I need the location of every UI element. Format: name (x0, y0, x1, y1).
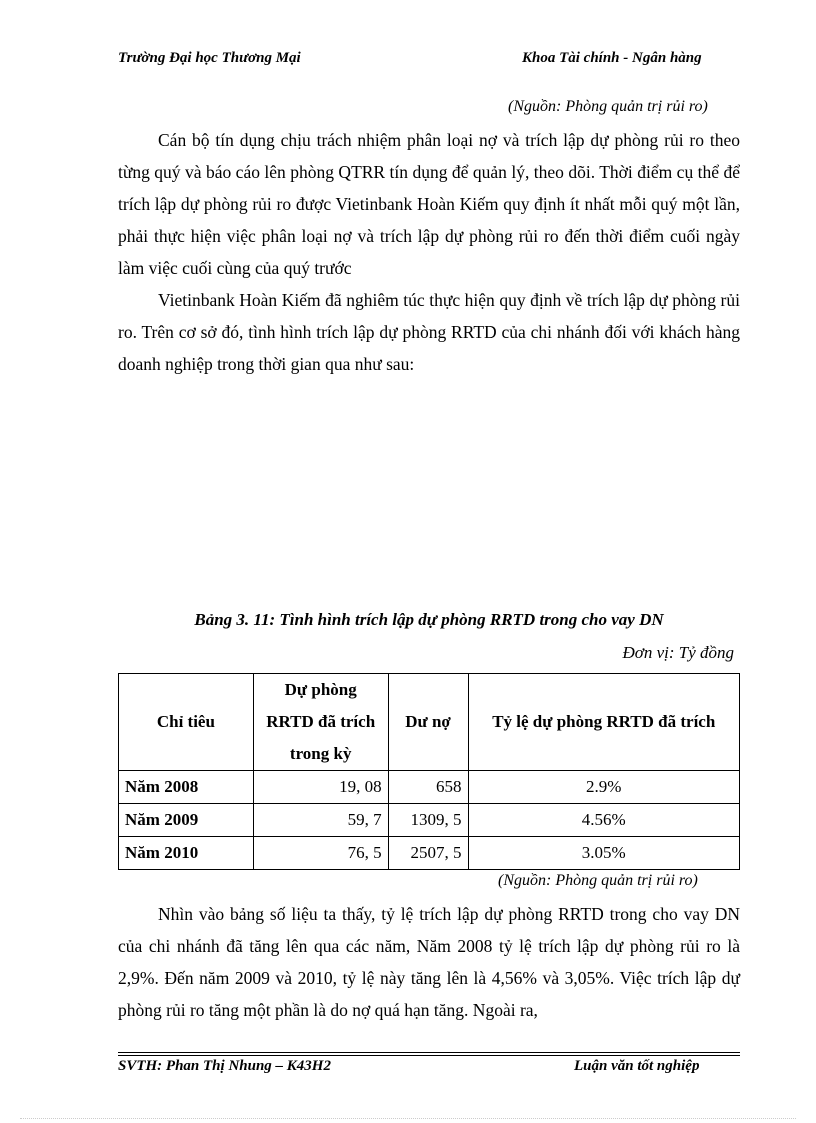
row-provision: 59, 7 (253, 804, 388, 837)
row-debt: 658 (388, 771, 468, 804)
header-provision: Dự phòng RRTD đã trích trong kỳ (253, 674, 388, 771)
paragraph-1: Cán bộ tín dụng chịu trách nhiệm phân loại nợ và trích lập dự phòng rủi ro theo từng quý và báo cáo lên phòng QTRR tín dụng để quản lý, theo dõi. Thời điểm cụ thể để trích lập dự phòng rủi ro được Vietinbank Hoàn Kiếm quy định ít nhất mỗi quý một lần, phải thực hiện việc phân loại nợ và trích lập dự phòng rủi ro đến thời điểm cuối ngày làm việc cuối cùng của quý trước (118, 130, 740, 278)
row-ratio: 3.05% (468, 837, 739, 870)
row-debt: 2507, 5 (388, 837, 468, 870)
paragraph-2: Vietinbank Hoàn Kiếm đã nghiêm túc thực hiện quy định về trích lập dự phòng rủi ro. Trên cơ sở đó, tình hình trích lập dự phòng RRTD của chi nhánh đối với khách hàng doanh nghiệp trong thời gian qua như sau: (118, 290, 740, 374)
table-row (119, 771, 740, 804)
row-ratio: 4.56% (468, 804, 739, 837)
header-debt: Dư nợ (388, 674, 468, 771)
footer-student: SVTH: Phan Thị Nhung – K43H2 (118, 1058, 331, 1074)
page-edge-dots (20, 1118, 796, 1119)
row-debt: 1309, 5 (388, 804, 468, 837)
table-header-row (119, 674, 740, 771)
footer-thesis: Luận văn tốt nghiệp (574, 1058, 700, 1074)
row-year: Năm 2009 (119, 804, 254, 837)
paragraph-3: Nhìn vào bảng số liệu ta thấy, tỷ lệ trích lập dự phòng RRTD trong cho vay DN của chi nhánh đã tăng lên qua các năm, Năm 2008 tỷ lệ trích lập dự phòng rủi ro là 2,9%. Đến năm 2009 và 2010, tỷ lệ này tăng lên là 4,56% và 3,05%. Việc trích lập dự phòng rủi ro tăng một phần là do nợ quá hạn tăng. Ngoài ra, (118, 904, 740, 1020)
footer-rule (118, 1052, 740, 1053)
table-source-note: (Nguồn: Phòng quản trị rủi ro) (498, 872, 698, 889)
table-unit: Đơn vị: Tỷ đồng (622, 643, 734, 662)
header-ratio: Tỷ lệ dự phòng RRTD đã trích (468, 674, 739, 771)
provision-table (118, 673, 740, 870)
source-note-top: (Nguồn: Phòng quản trị rủi ro) (508, 98, 708, 115)
table-caption: Bảng 3. 11: Tình hình trích lập dự phòng RRTD trong cho vay DN (194, 610, 664, 629)
header-school: Trường Đại học Thương Mại (118, 50, 301, 66)
footer-rule-double (118, 1055, 740, 1056)
row-provision: 19, 08 (253, 771, 388, 804)
row-provision: 76, 5 (253, 837, 388, 870)
table-row (119, 804, 740, 837)
row-ratio: 2.9% (468, 771, 739, 804)
header-faculty: Khoa Tài chính - Ngân hàng (522, 50, 702, 66)
row-year: Năm 2010 (119, 837, 254, 870)
header-indicator: Chỉ tiêu (119, 674, 254, 771)
row-year: Năm 2008 (119, 771, 254, 804)
table-row (119, 837, 740, 870)
